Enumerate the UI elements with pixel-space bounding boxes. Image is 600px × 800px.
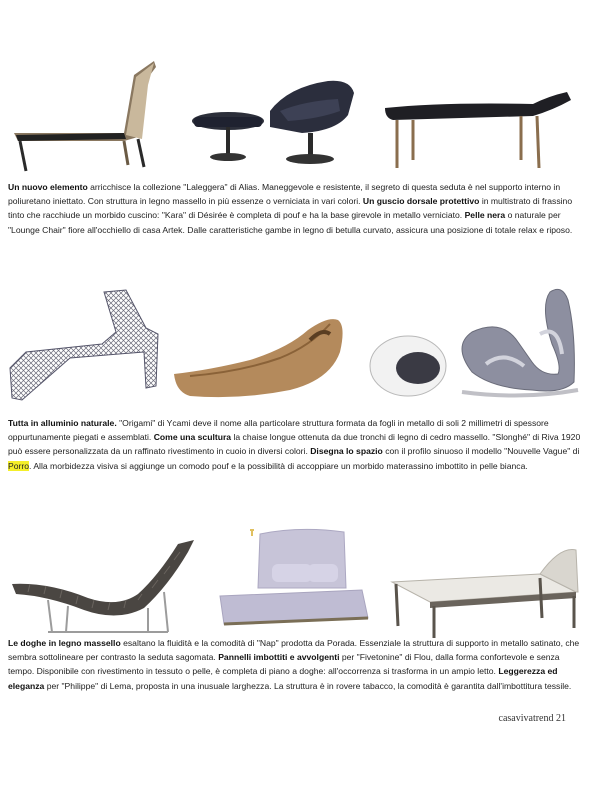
caption-row-1 xyxy=(8,180,586,237)
philippe-daybed-image xyxy=(390,542,582,642)
photo-row-1 xyxy=(0,0,600,180)
caption-row-1-text-1: arricchisce la collezione "Laleggera" di Alias. Maneggevole e resistente, il segreto di questa seduta è nel supporto interno in poliuretano iniettato. Con struttura in legno massello in più essenze o verniciata in vari colori. xyxy=(8,182,561,207)
caption-row-2-text-3: con il profilo sinuoso il modello "Nouvelle Vague" di xyxy=(382,446,580,457)
caption-row-2-lead-1: Tutta in alluminio naturale. xyxy=(8,418,117,428)
nap-slatted-chaise-image xyxy=(8,532,198,636)
caption-row-3 xyxy=(8,636,586,693)
artek-lounge-chair-image xyxy=(383,90,573,170)
caption-row-1-text-2: in multistrato di frassino tinto che racchiude un morbido cuscino: "Kara" di Désirée è completa di pouf e ha la base girevole in metallo verniciato. xyxy=(8,196,573,221)
caption-row-3-text-2: per "Fivetonine" di Flou, dalla forma confortevole e senza tempo. Disponibile con rivestimento in tessuto o pelle, è completa di piano a doghe: all'occorrenza si trasforma in un ampio letto. xyxy=(8,652,560,677)
slonghe-wood-chaise-image xyxy=(170,312,350,402)
kara-armchair-image xyxy=(188,65,358,170)
caption-row-2-text-4: . Alla morbidezza visiva si aggiunge un comodo pouf e la possibilità di accoppiare un morbido materassino imbottito in pelle bianca. xyxy=(29,460,528,471)
caption-row-2 xyxy=(8,416,586,473)
caption-row-3-text-1: esaltano la fluidità e la comodità di "Nap" prodotta da Porada. Essenziale la struttura di supporto in metallo satinato, che sembra sottolineare per contrasto la seduta sagomata. xyxy=(8,638,580,663)
caption-row-1-lead-1: Un nuovo elemento xyxy=(8,182,88,192)
caption-row-2-text-1: "Origami" di Ycami deve il nome alla particolare struttura formata da fogli in metallo di soli 2 millimetri di spessore oppurtunamente piegati e assemblati. xyxy=(8,418,549,443)
highlighted-brand-porro: Porro xyxy=(8,460,30,471)
caption-row-1-text-3: o naturale per "Lounge Chair" fiore all'occhiello di casa Artek. Dalle caratteristiche gambe in legno di betulla curvato, assicura una posizione di totale relax e riposo. xyxy=(8,210,573,235)
caption-row-3-lead-3: Leggerezza ed eleganza xyxy=(8,666,558,691)
fivetonine-sofa-image xyxy=(212,526,382,636)
photo-row-3 xyxy=(0,520,600,640)
caption-row-2-lead-3: Disegna lo spazio xyxy=(310,446,383,457)
caption-row-2-lead-2: Come una scultura xyxy=(153,432,232,443)
caption-row-2-text-2: la chaise longue ottenuta da due tronchi di legno di cedro massello. "Slonghé" di Riva 1920 può essere personalizzata da un raffinato rivestimento in cuoio in diversi colori. xyxy=(8,432,581,457)
caption-row-3-text-3: per "Philippe" di Lema, proposta in una inusuale larghezza. La struttura è in rovere tabacco, la comodità è garantita dall'imbottitura tessile. xyxy=(44,680,572,691)
origami-chaise-image xyxy=(6,288,161,404)
photo-row-2 xyxy=(0,280,600,410)
nouvelle-vague-chaise-image xyxy=(362,284,584,406)
caption-row-3-lead-2: Pannelli imbottiti e avvolgenti xyxy=(218,652,340,663)
caption-row-3-lead-1: Le doghe in legno massello xyxy=(8,638,121,648)
laleggera-chaise-image xyxy=(6,55,176,175)
caption-row-1-lead-2: Un guscio dorsale protettivo xyxy=(362,196,480,207)
page-folio: casavivatrend 21 xyxy=(498,713,566,724)
caption-row-1-lead-3: Pelle nera xyxy=(464,210,506,221)
